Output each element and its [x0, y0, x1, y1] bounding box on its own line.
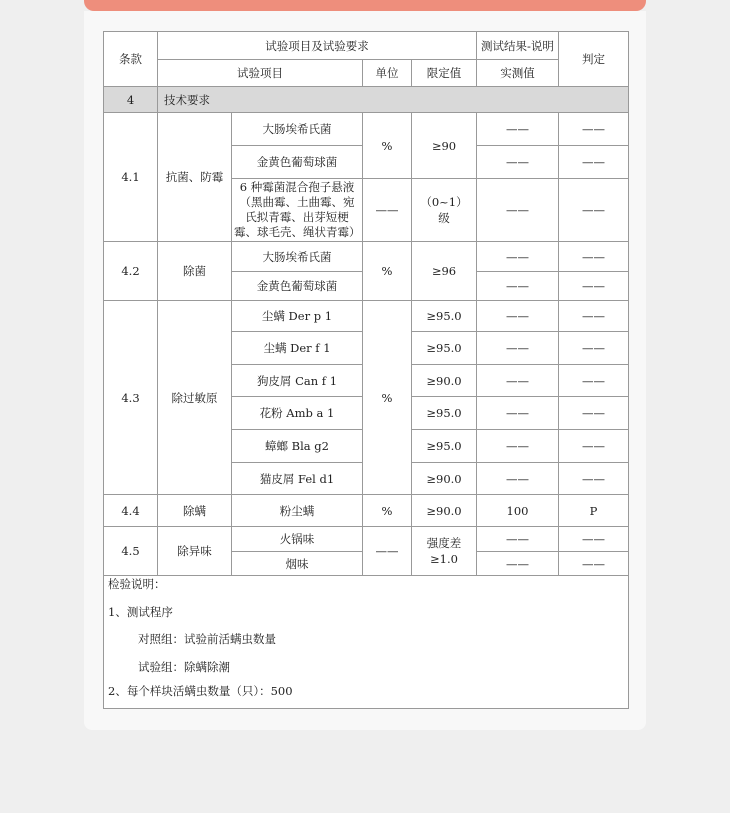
note-line: 检验说明： — [108, 577, 166, 591]
clause-no: 4.4 — [104, 495, 158, 527]
item: 火锅味 — [232, 527, 363, 552]
measured: —— — [477, 527, 559, 552]
item-group: 除过敏原 — [158, 301, 232, 495]
limit — [412, 527, 477, 576]
measured: —— — [477, 463, 559, 495]
th-clause: 条款 — [104, 32, 158, 87]
verdict: —— — [559, 527, 629, 552]
note-line: 试验组：除螨除潮 — [138, 659, 230, 674]
limit-line: 强度差 — [426, 536, 462, 550]
verdict: —— — [559, 332, 629, 365]
table-row — [104, 527, 629, 552]
measured: 100 — [477, 495, 559, 527]
th-group: 试验项目及试验要求 — [158, 32, 477, 60]
unit: % — [363, 495, 412, 527]
measured: —— — [477, 332, 559, 365]
limit-line: ≥1.0 — [430, 552, 458, 566]
item: 金黄色葡萄球菌 — [232, 272, 363, 301]
limit: ≥95.0 — [412, 332, 477, 365]
verdict: —— — [559, 552, 629, 576]
table-row — [104, 495, 629, 527]
verdict: P — [559, 495, 629, 527]
item: 蟑螂 Bla g2 — [232, 430, 363, 463]
th-item: 试验项目 — [158, 60, 363, 87]
th-unit: 单位 — [363, 60, 412, 87]
verdict: —— — [559, 242, 629, 272]
item: 金黄色葡萄球菌 — [232, 146, 363, 179]
limit-line: （0~1） — [420, 195, 468, 209]
limit: ≥96 — [412, 242, 477, 301]
item: 尘螨 Der f 1 — [232, 332, 363, 365]
verdict: —— — [559, 113, 629, 146]
table-row — [104, 242, 629, 272]
limit: ≥95.0 — [412, 397, 477, 430]
limit — [412, 179, 477, 242]
item: 6 种霉菌混合孢子悬液（黑曲霉、土曲霉、宛氏拟青霉、出芽短梗霉、球毛壳、绳状青霉） — [232, 179, 363, 242]
th-verdict: 判定 — [559, 32, 629, 87]
measured: —— — [477, 146, 559, 179]
measured: —— — [477, 113, 559, 146]
unit: % — [363, 113, 412, 179]
note-line: 对照组：试验前活螨虫数量 — [138, 632, 276, 646]
verdict: —— — [559, 365, 629, 397]
item: 大肠埃希氏菌 — [232, 242, 363, 272]
item: 狗皮屑 Can f 1 — [232, 365, 363, 397]
limit: ≥90.0 — [412, 365, 477, 397]
measured: —— — [477, 179, 559, 242]
th-result-group: 测试结果-说明 — [477, 32, 559, 60]
clause-no: 4.2 — [104, 242, 158, 301]
test-report-table — [103, 31, 629, 709]
limit: ≥95.0 — [412, 301, 477, 332]
item: 烟味 — [232, 552, 363, 576]
measured: —— — [477, 242, 559, 272]
unit: % — [363, 242, 412, 301]
limit: ≥90 — [412, 113, 477, 179]
table-row — [104, 113, 629, 146]
item: 大肠埃希氏菌 — [232, 113, 363, 146]
header-bar — [84, 0, 646, 11]
th-limit: 限定值 — [412, 60, 477, 87]
item-group: 除菌 — [158, 242, 232, 301]
item-group: 除异味 — [158, 527, 232, 576]
verdict: —— — [559, 430, 629, 463]
unit: —— — [363, 179, 412, 242]
table-row — [104, 301, 629, 332]
measured: —— — [477, 301, 559, 332]
measured: —— — [477, 365, 559, 397]
clause-no: 4.5 — [104, 527, 158, 576]
verdict: —— — [559, 179, 629, 242]
item-group: 除螨 — [158, 495, 232, 527]
inspection-notes — [104, 576, 629, 709]
item: 粉尘螨 — [232, 495, 363, 527]
th-measured: 实测值 — [477, 60, 559, 87]
clause-no: 4.3 — [104, 301, 158, 495]
item: 尘螨 Der p 1 — [232, 301, 363, 332]
unit: —— — [363, 527, 412, 576]
unit: % — [363, 301, 412, 495]
limit: ≥90.0 — [412, 463, 477, 495]
note-line: 1、测试程序 — [108, 604, 173, 619]
section-title: 技术要求 — [158, 87, 629, 113]
item: 花粉 Amb a 1 — [232, 397, 363, 430]
verdict: —— — [559, 146, 629, 179]
measured: —— — [477, 430, 559, 463]
clause-no: 4.1 — [104, 113, 158, 242]
verdict: —— — [559, 397, 629, 430]
limit-line: 级 — [438, 211, 450, 225]
limit: ≥90.0 — [412, 495, 477, 527]
item-group: 抗菌、防霉 — [158, 113, 232, 242]
verdict: —— — [559, 463, 629, 495]
measured: —— — [477, 272, 559, 301]
measured: —— — [477, 397, 559, 430]
measured: —— — [477, 552, 559, 576]
verdict: —— — [559, 301, 629, 332]
limit: ≥95.0 — [412, 430, 477, 463]
note-line: 2、每个样块活螨虫数量（只）：500 — [108, 684, 293, 698]
item: 猫皮屑 Fel d1 — [232, 463, 363, 495]
verdict: —— — [559, 272, 629, 301]
section-no: 4 — [104, 87, 158, 113]
